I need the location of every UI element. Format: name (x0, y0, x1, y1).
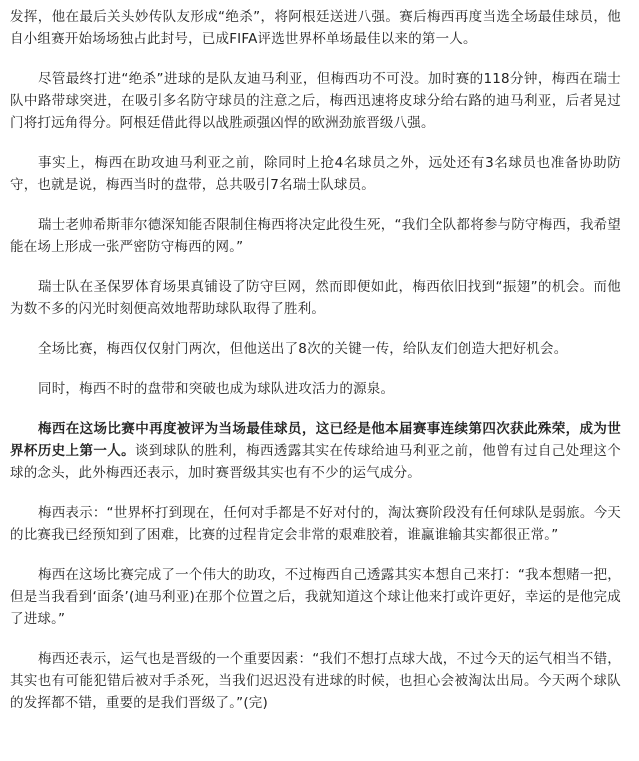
paragraph-text: 梅西表示：“世界杯打到现在，任何对手都是不好对付的，淘汰赛阶段没有任何球队是弱旅。今天的比赛我已经预知到了困难，比赛的过程肯定会非常的艰难胶着，谁赢谁输其实都很正常。” (10, 505, 621, 543)
paragraph-4 (10, 214, 621, 258)
paragraph-text: 同时，梅西不时的盘带和突破也成为球队进攻活力的源泉。 (38, 381, 395, 397)
paragraph-10 (10, 564, 621, 630)
paragraph-text: 事实上，梅西在助攻迪马利亚之前，除同时上抢4名球员之外，远处还有3名球员也准备协助防守，也就是说，梅西当时的盘带，总共吸引7名瑞士队球员。 (10, 155, 621, 193)
paragraph-bold-lead: 梅西在这场比赛中再度被评为当场最佳球员，这已经是他本届赛事连续第四次获此殊荣，成为世界杯历史上第一人。 (10, 421, 621, 459)
paragraph-5 (10, 276, 621, 320)
paragraph-text: 发挥，他在最后关头妙传队友形成“绝杀”，将阿根廷送进八强。赛后梅西再度当选全场最佳球员，他自小组赛开始场场独占此封号，已成FIFA评选世界杯单场最佳以来的第一人。 (10, 9, 621, 47)
paragraph-6 (10, 338, 621, 360)
paragraph-text: 梅西在这场比赛完成了一个伟大的助攻，不过梅西自己透露其实本想自己来打：“我本想赌一把，但是当我看到‘面条’(迪马利亚)在那个位置之后，我就知道这个球让他来打或许更好，幸运的是他完成了进球。” (10, 567, 621, 627)
paragraph-text: 全场比赛，梅西仅仅射门两次，但他送出了8次的关键一传，给队友们创造大把好机会。 (38, 341, 568, 357)
paragraph-9 (10, 502, 621, 546)
paragraph-text: 瑞士老帅希斯菲尔德深知能否限制住梅西将决定此役生死，“我们全队都将参与防守梅西，我希望能在场上形成一张严密防守梅西的网。” (10, 217, 621, 255)
paragraph-text: 梅西还表示，运气也是晋级的一个重要因素：“我们不想打点球大战，不过今天的运气相当不错，其实也有可能犯错后被对手杀死，当我们迟迟没有进球的时候，也担心会被淘汰出局。今天两个球队的发挥都不错，重要的是我们晋级了。”(完) (10, 651, 621, 711)
paragraph-text: 谈到球队的胜利，梅西透露其实在传球给迪马利亚之前，他曾有过自己处理这个球的念头，此外梅西还表示，加时赛晋级其实也有不少的运气成分。 (10, 443, 621, 481)
paragraph-11 (10, 648, 621, 714)
paragraph-1 (10, 6, 621, 50)
paragraph-8 (10, 418, 621, 484)
paragraph-3 (10, 152, 621, 196)
paragraph-text: 瑞士队在圣保罗体育场果真铺设了防守巨网，然而即便如此，梅西依旧找到“振翅”的机会。而他为数不多的闪光时刻便高效地帮助球队取得了胜利。 (10, 279, 621, 317)
paragraph-text: 尽管最终打进“绝杀”进球的是队友迪马利亚，但梅西功不可没。加时赛的118分钟，梅西在瑞士队中路带球突进，在吸引多名防守球员的注意之后，梅西迅速将皮球分给右路的迪马利亚，后者晃过门将打远角得分。阿根廷借此得以战胜顽强凶悍的欧洲劲旅晋级八强。 (10, 71, 621, 131)
paragraph-7 (10, 378, 621, 400)
paragraph-2 (10, 68, 621, 134)
